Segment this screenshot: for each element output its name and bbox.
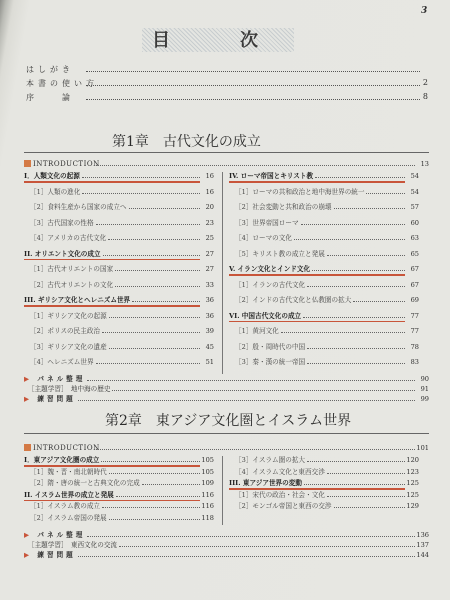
right-toc-entry[interactable] <box>229 296 419 305</box>
page-ref: 101 <box>416 444 429 452</box>
section-title: VI. 中国古代文化の成立 <box>229 311 302 320</box>
front-matter-item[interactable] <box>26 78 428 90</box>
section-underline <box>24 181 200 183</box>
dot-leader <box>303 317 405 318</box>
right-toc-entry[interactable] <box>229 312 419 321</box>
subsection-title: ［1］イスラム教の成立 <box>30 502 101 510</box>
page-ref: 20 <box>205 203 214 211</box>
dot-leader <box>334 507 405 508</box>
bottom-toc-entry[interactable] <box>24 531 429 540</box>
dot-leader <box>78 556 415 557</box>
subsection-title: ［3］イスラム圏の拡大 <box>235 456 306 464</box>
dot-leader <box>129 208 200 209</box>
section-title: IV. ローマ帝国とキリスト教 <box>229 172 314 180</box>
dot-leader <box>116 496 200 497</box>
subsection-title: ［2］社会変動と共和政治の崩壊 <box>235 203 332 211</box>
page-title: 目 次 <box>152 30 284 51</box>
dot-leader <box>327 255 405 256</box>
bottom-toc-entry[interactable] <box>24 551 429 560</box>
page-ref: 123 <box>406 467 419 476</box>
subsection-title: ［1］イランの古代文化 <box>235 280 306 289</box>
right-toc-entry[interactable] <box>229 234 419 243</box>
subsection-title: ［4］アメリカの古代文化 <box>30 234 107 242</box>
front-matter <box>26 64 428 108</box>
subsection-title: ［1］ギリシア文化の起源 <box>30 311 107 320</box>
left-toc-entry[interactable] <box>24 456 214 465</box>
introduction-row[interactable] <box>24 444 429 453</box>
page-ref: 105 <box>201 467 214 476</box>
subsection-title: ［1］宋代の政治・社会・文化 <box>235 490 325 499</box>
subsection-title: ［2］隋・唐の統一と古典文化の完成 <box>30 479 140 487</box>
subsection-title: ［2］イスラム帝国の発展 <box>30 513 107 522</box>
dot-leader <box>304 484 405 485</box>
left-toc-entry[interactable] <box>24 514 214 523</box>
dot-leader <box>109 519 200 520</box>
dot-leader <box>307 348 405 349</box>
page-ref: 120 <box>406 456 419 464</box>
left-toc-entry[interactable] <box>24 250 214 259</box>
dot-leader <box>142 484 200 485</box>
page-ref: 57 <box>410 203 419 211</box>
front-matter-label: 序 論 <box>26 93 74 102</box>
page-ref: 105 <box>201 456 214 464</box>
subsection-title: ［4］イスラム文化と東西交渉 <box>235 467 325 476</box>
dot-leader <box>94 449 415 450</box>
section-underline <box>229 274 405 276</box>
subsection-title: ［3］秦・漢の統一帝国 <box>235 358 306 366</box>
dot-leader <box>87 380 415 381</box>
page-ref: 116 <box>201 502 214 510</box>
bottom-entry-text: パネル整理 <box>37 375 86 383</box>
dot-leader <box>87 536 415 537</box>
left-toc-entry[interactable] <box>24 468 214 477</box>
left-toc-entry[interactable] <box>24 172 214 181</box>
dot-leader <box>86 85 420 86</box>
page-ref: 91 <box>420 385 429 393</box>
triangle-marker-icon: ▶ <box>24 531 38 539</box>
bottom-entry-title <box>24 375 85 384</box>
page-ref: 36 <box>205 311 214 320</box>
left-toc-entry[interactable] <box>24 358 214 367</box>
dot-leader <box>102 507 200 508</box>
page-ref: 13 <box>420 160 429 168</box>
chapter1-heading: 第1章 古代文化の成立 <box>112 134 261 150</box>
bottom-entry-text: ［主題学習］ 東西文化の交流 <box>28 541 118 549</box>
dot-leader <box>294 239 405 240</box>
chapter1-rule <box>24 152 429 153</box>
subsection-title: ［2］食料生産から国家の成立へ <box>30 203 127 211</box>
section-underline <box>24 259 200 261</box>
bottom-toc-entry[interactable] <box>24 385 429 394</box>
left-toc-entry[interactable] <box>24 234 214 243</box>
page-ref: 23 <box>205 218 214 227</box>
bottom-entry-text: パネル整理 <box>37 531 86 539</box>
bottom-toc-entry[interactable] <box>24 375 429 384</box>
right-toc-entry[interactable] <box>229 250 419 259</box>
dot-leader <box>307 286 405 287</box>
page-ref: 63 <box>410 234 419 242</box>
left-toc-entry[interactable] <box>24 479 214 488</box>
right-toc-entry[interactable] <box>229 468 419 477</box>
dot-leader <box>108 239 200 240</box>
subsection-title: ［2］モンゴル帝国と東西の交渉 <box>235 502 332 510</box>
bottom-entry-text: 練習問題 <box>37 551 76 559</box>
right-toc-entry[interactable] <box>229 502 419 511</box>
dot-leader <box>109 348 200 349</box>
subsection-title: ［3］古代国家の性格 <box>30 218 94 227</box>
dot-leader <box>312 270 405 271</box>
left-toc-entry[interactable] <box>24 219 214 228</box>
page-ref: 27 <box>205 265 214 273</box>
dot-leader <box>96 224 200 225</box>
bottom-entry-title <box>28 541 117 550</box>
chapter1-section <box>24 160 429 420</box>
dot-leader <box>96 363 200 364</box>
dot-leader <box>327 473 405 474</box>
page-ref: 16 <box>205 172 214 180</box>
subsection-title: ［1］人類の進化 <box>30 187 81 196</box>
column-divider <box>222 172 223 374</box>
dot-leader <box>353 301 405 302</box>
page-ref: 90 <box>420 375 429 383</box>
page-ref: 67 <box>410 265 419 273</box>
bottom-entry-text: ［主題学習］ 地中海の歴史 <box>28 385 111 393</box>
page-ref: 83 <box>410 358 419 366</box>
bottom-entry-text: 練習問題 <box>37 395 76 403</box>
right-toc-entry[interactable] <box>229 343 419 352</box>
page-ref: 116 <box>201 490 214 499</box>
dot-leader <box>109 317 200 318</box>
page-ref: 67 <box>410 280 419 289</box>
right-toc-entry[interactable] <box>229 358 419 367</box>
page-ref: 54 <box>410 187 419 196</box>
page-ref: 109 <box>201 479 214 487</box>
dot-leader <box>86 99 420 100</box>
section-underline <box>229 321 405 323</box>
page-ref: 136 <box>416 531 429 539</box>
right-toc-entry[interactable] <box>229 456 419 465</box>
section-underline <box>24 465 200 467</box>
dot-leader <box>366 193 405 194</box>
subsection-title: ［4］ヘレニズム世界 <box>30 358 94 366</box>
triangle-marker-icon: ▶ <box>24 551 38 559</box>
section-title: II. イスラム世界の成立と発展 <box>24 490 114 499</box>
page-number: 3 <box>421 6 428 16</box>
bottom-entry-title <box>28 385 110 394</box>
dot-leader <box>112 390 415 391</box>
left-toc-entry[interactable] <box>24 188 214 197</box>
dot-leader <box>78 400 415 401</box>
dot-leader <box>115 286 200 287</box>
section-title: III. ギリシア文化とヘレニズム世界 <box>24 296 131 304</box>
section-underline <box>229 488 405 490</box>
dot-leader <box>86 71 420 72</box>
introduction-row[interactable] <box>24 160 429 169</box>
left-toc-entry[interactable] <box>24 312 214 321</box>
subsection-title: ［1］黄河文化 <box>235 327 279 335</box>
dot-leader <box>82 177 200 178</box>
dot-leader <box>109 473 200 474</box>
page-ref: 60 <box>410 218 419 227</box>
page-ref: 2 <box>422 78 428 87</box>
triangle-marker-icon: ▶ <box>24 395 38 403</box>
page-ref: 118 <box>201 513 214 522</box>
section-underline <box>24 500 200 502</box>
page-ref: 144 <box>416 551 429 559</box>
page-ref: 33 <box>205 280 214 289</box>
left-toc-entry[interactable] <box>24 281 214 290</box>
bottom-toc-entry[interactable] <box>24 541 429 550</box>
subsection-title: ［2］古代オリエントの文化 <box>30 280 114 289</box>
page-ref: 129 <box>406 502 419 510</box>
page-ref: 54 <box>410 172 419 180</box>
page-ref: 137 <box>416 541 429 549</box>
section-title: I．人類文化の起源 <box>24 172 80 180</box>
right-toc-entry[interactable] <box>229 188 419 197</box>
dot-leader <box>119 546 415 547</box>
page-ref: 125 <box>406 479 419 487</box>
front-matter-label: はしがき <box>26 65 74 74</box>
page-ref: 99 <box>420 395 429 403</box>
subsection-title: ［1］ローマの共和政治と地中海世界の統一 <box>235 187 365 196</box>
right-toc-entry[interactable] <box>229 203 419 212</box>
subsection-title: ［1］魏・晋・南北朝時代 <box>30 467 107 476</box>
front-matter-item[interactable] <box>26 92 428 104</box>
subsection-title: ［4］ローマの文化 <box>235 234 292 242</box>
right-toc-entry[interactable] <box>229 479 419 488</box>
section-underline <box>229 181 405 183</box>
dot-leader <box>281 332 405 333</box>
left-toc-entry[interactable] <box>24 203 214 212</box>
section-title: V. イラン文化とインド文化 <box>229 265 311 273</box>
section-title: I．東アジア文化圏の成立 <box>24 456 100 464</box>
dot-leader <box>301 224 405 225</box>
left-toc-entry[interactable] <box>24 343 214 352</box>
subsection-title: ［5］キリスト教の成立と発展 <box>235 249 325 258</box>
chapter2-rule <box>24 433 429 434</box>
dot-leader <box>334 208 405 209</box>
section-title: III. 東アジア世界の変動 <box>229 479 302 487</box>
subsection-title: ［2］ポリスの民主政治 <box>30 327 101 335</box>
dot-leader <box>94 165 415 166</box>
right-toc-entry[interactable] <box>229 327 419 336</box>
front-matter-label: 本書の使い方 <box>26 79 98 88</box>
page-ref: 77 <box>410 327 419 335</box>
page-ref: 39 <box>205 327 214 335</box>
left-toc-entry[interactable] <box>24 491 214 500</box>
dot-leader <box>327 496 405 497</box>
dot-leader <box>315 177 405 178</box>
triangle-marker-icon: ▶ <box>24 375 38 383</box>
introduction-label <box>24 444 100 453</box>
right-toc-entry[interactable] <box>229 491 419 500</box>
introduction-text: INTRODUCTION <box>33 160 100 168</box>
right-toc-entry[interactable] <box>229 219 419 228</box>
dot-leader <box>103 255 200 256</box>
section-title: II. オリエント文化の成立 <box>24 249 101 258</box>
left-toc-entry[interactable] <box>24 296 214 305</box>
column-divider <box>222 456 223 525</box>
page-ref: 125 <box>406 490 419 499</box>
page-ref: 27 <box>205 249 214 258</box>
right-toc-entry[interactable] <box>229 281 419 290</box>
page-ref: 51 <box>205 358 214 366</box>
page-ref: 25 <box>205 234 214 242</box>
dot-leader <box>307 363 405 364</box>
page-ref: 78 <box>410 342 419 351</box>
orange-square-icon <box>24 444 31 451</box>
subsection-title: ［2］インドの古代文化と仏教圏の拡大 <box>235 296 352 304</box>
bottom-toc-entry[interactable] <box>24 395 429 404</box>
page-ref: 36 <box>205 296 214 304</box>
chapter2-heading: 第2章 東アジア文化圏とイスラム世界 <box>105 413 352 429</box>
page-ref: 16 <box>205 187 214 196</box>
subsection-title: ［2］殷・周時代の中国 <box>235 342 306 351</box>
chapter2-section <box>24 444 429 594</box>
right-toc-entry[interactable] <box>229 265 419 274</box>
front-matter-item[interactable] <box>26 64 428 76</box>
left-toc-entry[interactable] <box>24 327 214 336</box>
dot-leader <box>115 270 200 271</box>
page-ref: 69 <box>410 296 419 304</box>
dot-leader <box>82 193 200 194</box>
page-ref: 45 <box>205 342 214 351</box>
bottom-entry-title <box>24 395 76 404</box>
page-ref: 8 <box>422 92 428 101</box>
dot-leader <box>102 332 200 333</box>
bottom-entry-title <box>24 531 85 540</box>
dot-leader <box>101 461 200 462</box>
introduction-label <box>24 160 100 169</box>
left-toc-entry[interactable] <box>24 502 214 511</box>
orange-square-icon <box>24 160 31 167</box>
left-toc-entry[interactable] <box>24 265 214 274</box>
dot-leader <box>132 301 200 302</box>
subsection-title: ［1］古代オリエントの国家 <box>30 265 114 273</box>
section-underline <box>24 305 200 307</box>
subsection-title: ［3］世界帝国ローマ <box>235 218 299 227</box>
introduction-text: INTRODUCTION <box>33 444 100 452</box>
page-ref: 77 <box>410 311 419 320</box>
right-toc-entry[interactable] <box>229 172 419 181</box>
page-ref: 65 <box>410 249 419 258</box>
dot-leader <box>307 461 405 462</box>
bottom-entry-title <box>24 551 76 560</box>
subsection-title: ［3］ギリシア文化の遺産 <box>30 342 107 351</box>
